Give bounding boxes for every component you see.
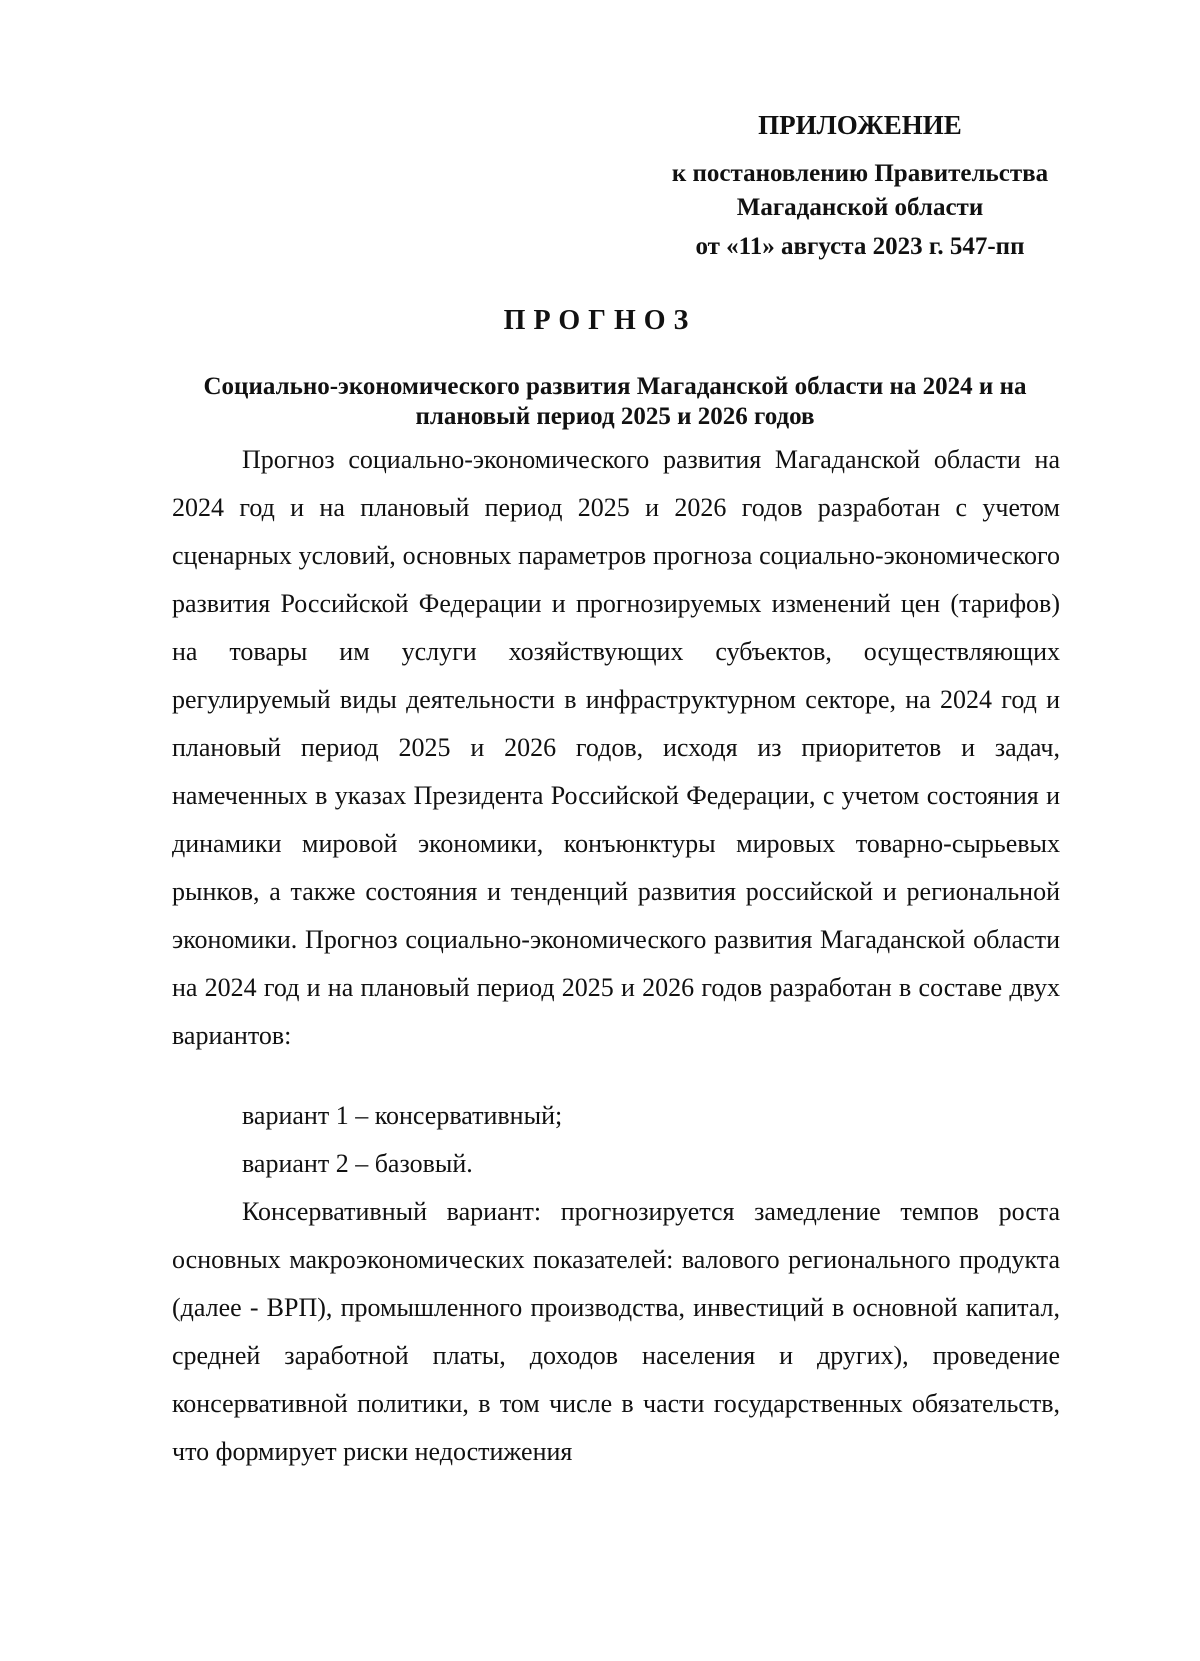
appendix-date: от «11» августа 2023 г. 547-пп — [695, 233, 1025, 260]
body-paragraph-1: Прогноз социально-экономического развития Магаданской области на 2024 год и на плановый период 2025 и 2026 годов разработан с учетом сценарных условий, основных параметров прогноза социально-экономического развития Российской Федерации и прогнозируемых изменений цен (тарифов) на товары им услуги хозяйствующих субъектов, осуществляющих регулируемый виды деятельности в инфраструктурном секторе, на 2024 год и плановый период 2025 и 2026 годов, исходя из приоритетов и задач, намеченных в указах Президента Российской Федерации, с учетом состояния и динамики мировой экономики, конъюнктуры мировых товарно-сырьевых рынков, а также состояния и тенденций развития российской и региональной экономики. Прогноз социально-экономического развития Магаданской области на 2024 год и на плановый период 2025 и 2026 годов разработан в составе двух вариантов: — [172, 445, 1060, 1050]
variant-item-1: вариант 1 – консервативный; — [242, 1101, 563, 1130]
body-paragraph-2: Консервативный вариант: прогнозируется замедление темпов роста основных макроэкономических показателей: валового регионального продукта (далее - ВРП), промышленного производства, инвестиций в основной капитал, средней заработной платы, доходов населения и других), проведение консервативной политики, в том числе в части государственных обязательств, что формирует риски недостижения — [172, 1197, 1060, 1466]
appendix-title: ПРИЛОЖЕНИЕ — [758, 110, 962, 140]
variant-item-2: вариант 2 – базовый. — [242, 1149, 473, 1178]
document-title: ПРОГНОЗ — [503, 305, 697, 336]
document-subtitle: Социально-экономического развития Магаданской области на 2024 и на плановый период 2025 и 2026 годов — [203, 373, 1027, 430]
appendix-reference: к постановлению Правительства Магаданской области — [671, 160, 1049, 221]
